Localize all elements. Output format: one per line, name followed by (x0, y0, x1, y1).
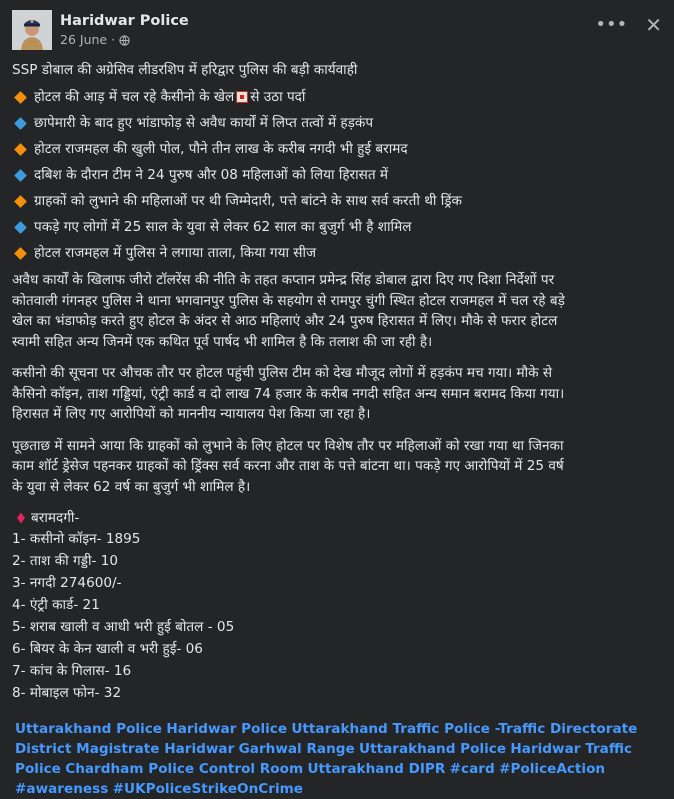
slot-machine-icon (236, 91, 248, 103)
tag-link[interactable]: Garhwal Range (238, 741, 355, 757)
bullet-list (12, 84, 662, 266)
paragraph-line: अवैध कार्यों के खिलाफ जीरो टॉलरेंस की नीति के तहत कप्तान प्रमेन्द्र सिंह डोबाल द्वारा दिए गए दिशा निर्देशों पर (12, 272, 555, 288)
orange-diamond-icon (14, 247, 27, 260)
police-officer-icon (12, 10, 52, 50)
tag-link[interactable]: Haridwar Traffic Police (15, 741, 633, 777)
paragraph-line: कसीनो की सूचना पर औचक तौर पर होटल पहुंची पुलिस टीम को देख मौजूद लोगों में हड़कंप मच गया। मौके से (12, 365, 553, 381)
bullet-text: होटल की आड़ में चल रहे कैसीनो के खेल (34, 88, 235, 105)
post-headline: SSP डोबाल की अग्रेसिव लीडरशिप में हरिद्वार पुलिस की बड़ी कार्यवाही (12, 62, 358, 78)
paragraph-line: कैसिनो कॉइन, ताश गड्डियां, एंट्री कार्ड व दो लाख 74 हजार के करीब नगदी सहित अन्य समान बरामद किया गया। (12, 385, 565, 402)
recovery-heading (12, 507, 662, 529)
post-subline (60, 31, 189, 49)
bullet-text: पकड़े गए लोगों में 25 साल के युवा से लेकर 62 साल का बुजुर्ग भी है शामिल (34, 218, 412, 235)
paragraph-line: खेल का भंडाफोड़ करते हुए होटल के अंदर से आठ महिलाएं और 24 पुरुष हिरासत में लिए। मौके से फरार होटल (12, 313, 558, 329)
list-item: 1- कसीनो कॉइन- 1895 (12, 531, 141, 547)
bullet-item (12, 136, 662, 162)
orange-diamond-icon (14, 143, 27, 156)
bullet-text: दबिश के दौरान टीम ने 24 पुरुष और 08 महिलाओं को लिया हिरासत में (34, 166, 389, 183)
bullet-item (12, 240, 662, 266)
paragraph-line: के युवा से लेकर 62 वर्ष का बुजुर्ग भी शामिल है। (12, 478, 251, 495)
bullet-item (12, 214, 662, 240)
paragraph (12, 270, 662, 352)
page-name[interactable]: Haridwar Police (60, 13, 189, 29)
paragraph-line: कोतवाली गंगनहर पुलिस ने थाना भगवानपुर पुलिस के सहयोग से रामपुर चुंगी स्थित होटल राजमहल में चल रहे बड़े (12, 292, 565, 309)
bullet-item (12, 110, 662, 136)
bullet-text: छापेमारी के बाद हुए भांडाफोड़ से अवैध कार्यों में लिप्त तत्वों में हड़कंप (34, 114, 374, 131)
bullet-item (12, 84, 662, 110)
hashtag-link[interactable]: #awareness (15, 781, 109, 797)
bullet-item (12, 162, 662, 188)
hashtag-link[interactable]: #PoliceAction (499, 761, 606, 777)
avatar[interactable] (12, 10, 52, 50)
bullet-text-after: से उठा पर्दा (250, 88, 306, 105)
tag-link[interactable]: Uttarakhand DIPR (307, 761, 446, 777)
post-meta (60, 10, 189, 49)
list-item: 5- शराब खाली व आधी भरी हुई बोतल - 05 (12, 619, 235, 635)
tag-link[interactable]: Chardham Police Control Room (65, 761, 304, 777)
post-date[interactable]: 26 June (60, 32, 108, 47)
paragraph-line: हिरासत में लिए गए आरोपियों को माननीय न्यायालय पेश किया जा रहा है। (12, 406, 371, 422)
tag-link[interactable]: Haridwar Police (166, 721, 288, 737)
bullet-text: होटल राजमहल में पुलिस ने लगाया ताला, किया गया सीज (34, 244, 317, 261)
paragraph (12, 436, 662, 498)
list-item: 6- बियर के केन खाली व भरी हुई- 06 (12, 641, 203, 657)
orange-diamond-icon (14, 195, 27, 208)
hashtag-link[interactable]: #UKPoliceStrikeOnCrime (112, 781, 304, 797)
post-header (12, 10, 662, 60)
blue-diamond-icon (14, 169, 27, 182)
blue-diamond-icon (14, 117, 27, 130)
paragraph (12, 363, 662, 425)
tag-link[interactable]: District Magistrate Haridwar (15, 741, 235, 757)
hashtag-link[interactable]: #card (449, 761, 495, 777)
separator-dot: · (111, 32, 116, 47)
recovery-heading-text: बरामदगी- (31, 509, 80, 526)
more-horizontal-icon[interactable]: ••• (595, 14, 628, 35)
paragraph-line: पूछताछ में सामने आया कि ग्राहकों को लुभाने के लिए होटल पर विशेष तौर पर महिलाओं को रखा गया था जिनका (12, 437, 564, 454)
list-item: 7- कांच के गिलास- 16 (12, 663, 132, 679)
list-item: 4- एंट्री कार्ड- 21 (12, 597, 100, 613)
list-item: 8- मोबाइल फोन- 32 (12, 685, 122, 701)
tag-link[interactable]: Uttarakhand Police (15, 721, 163, 737)
header-actions (595, 10, 662, 37)
recovery-list (12, 507, 662, 705)
orange-diamond-icon (14, 91, 27, 104)
blue-diamond-icon (14, 221, 27, 234)
tag-link[interactable]: Uttarakhand Traffic Police -Traffic Directorate (291, 721, 638, 737)
paragraph-line: काम शॉर्ट ड्रेसेज पहनकर ग्राहकों को ड्रिंक्स सर्व करना और ताश के पत्ते बांटना था। पकड़े गए आरोपियों में 25 वर्ष (12, 458, 564, 474)
list-item: 2- ताश की गड्डी- 10 (12, 553, 119, 569)
red-diamond-icon (17, 513, 25, 524)
close-icon[interactable]: ✕ (645, 13, 662, 37)
bullet-text: होटल राजमहल की खुली पोल, पौने तीन लाख के करीब नगदी भी हुई बरामद (34, 140, 408, 157)
post-body (12, 60, 662, 799)
paragraph-line: स्वामी सहित अन्य जिनमें एक कथित पूर्व पार्षद भी शामिल है कि तलाश की जा रही है। (12, 333, 433, 350)
tag-link[interactable]: Uttarakhand Police (359, 741, 507, 757)
bullet-item (12, 188, 662, 214)
globe-icon (119, 35, 130, 46)
list-item: 3- नगदी 274600/- (12, 575, 122, 591)
bullet-text: ग्राहकों को लुभाने की महिलाओं पर थी जिम्मेदारी, पत्ते बांटने के साथ सर्व करती थी ड्रिंक (34, 192, 462, 209)
tag-links (12, 719, 662, 799)
